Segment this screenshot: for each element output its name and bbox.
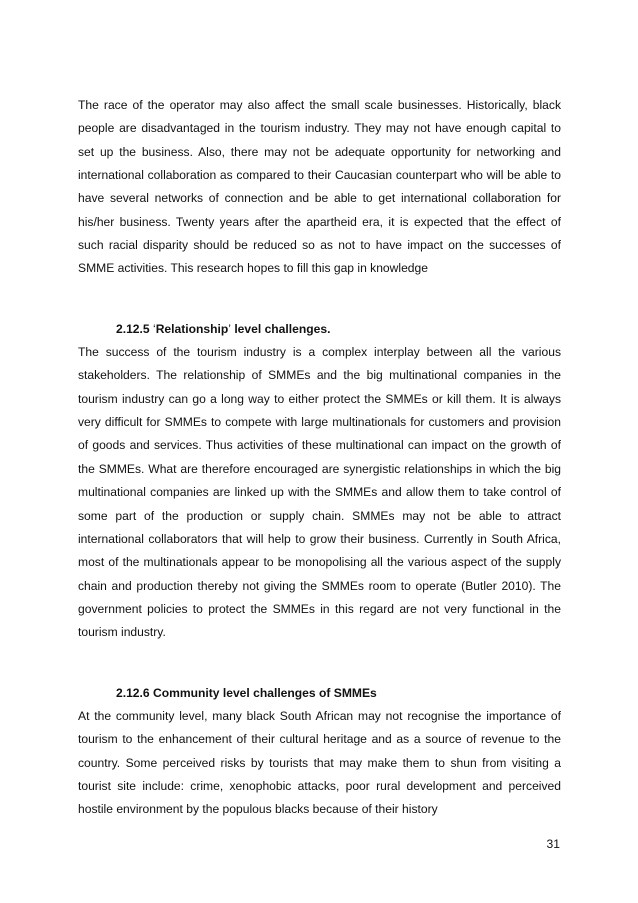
paragraph-race-of-operator: The race of the operator may also affect the small scale businesses. Historically, black people are disadvantaged in the tourism industry. They may not have enough capital to set up the business. Also, there may not be adequate opportunity for networking and international collaboration as compared to their Caucasian counterpart who will be able to have several networks of connection and be able to get international collaboration for his/her business. Twenty years after the apartheid era, it is expected that the effect of such racial disparity should be reduced so as not to have impact on the successes of SMME activities. This research hopes to fill this gap in knowledge [78, 98, 561, 276]
spacer [78, 281, 561, 318]
document-page [78, 94, 561, 822]
section-number: 2.12.5 [116, 321, 150, 336]
open-quote: ‘ [153, 321, 156, 336]
section-heading-2-12-5 [78, 318, 561, 341]
section-title-word: Relationship [155, 321, 229, 336]
paragraph-relationship-challenges: The success of the tourism industry is a complex interplay between all the various stakeholders. The relationship of SMMEs and the big multinational companies in the tourism industry can go a long way to either protect the SMMEs or kill them. It is always very difficult for SMMEs to compete with large multinationals for customers and provision of goods and services. Thus activities of these multinational can impact on the growth of the SMMEs. What are therefore encouraged are synergistic relationships in which the big multinational companies are linked up with the SMMEs and allow them to take control of some part of the production or supply chain. SMMEs may not be able to attract international collaborators that will help to grow their business. Currently in South Africa, most of the multinationals appear to be monopolising all the various aspect of the supply chain and production thereby not giving the SMMEs room to operate (Butler 2010). The government policies to protect the SMMEs in this regard are not very functional in the tourism industry. [78, 345, 561, 640]
close-quote: ’ [228, 321, 231, 336]
spacer [78, 645, 561, 682]
section-title-rest: level challenges. [230, 321, 331, 336]
paragraph-community-challenges: At the community level, many black South African may not recognise the importance of tourism to the enhancement of their cultural heritage and as a source of revenue to the country. Some perceived risks by tourists that may make them to shun from visiting a tourist site include: crime, xenophobic attacks, poor rural development and perceived hostile environment by the populous blacks because of their history [78, 708, 561, 817]
section-heading-2-12-6: 2.12.6 Community level challenges of SMMEs [116, 685, 377, 700]
page-number: 31 [546, 837, 560, 851]
